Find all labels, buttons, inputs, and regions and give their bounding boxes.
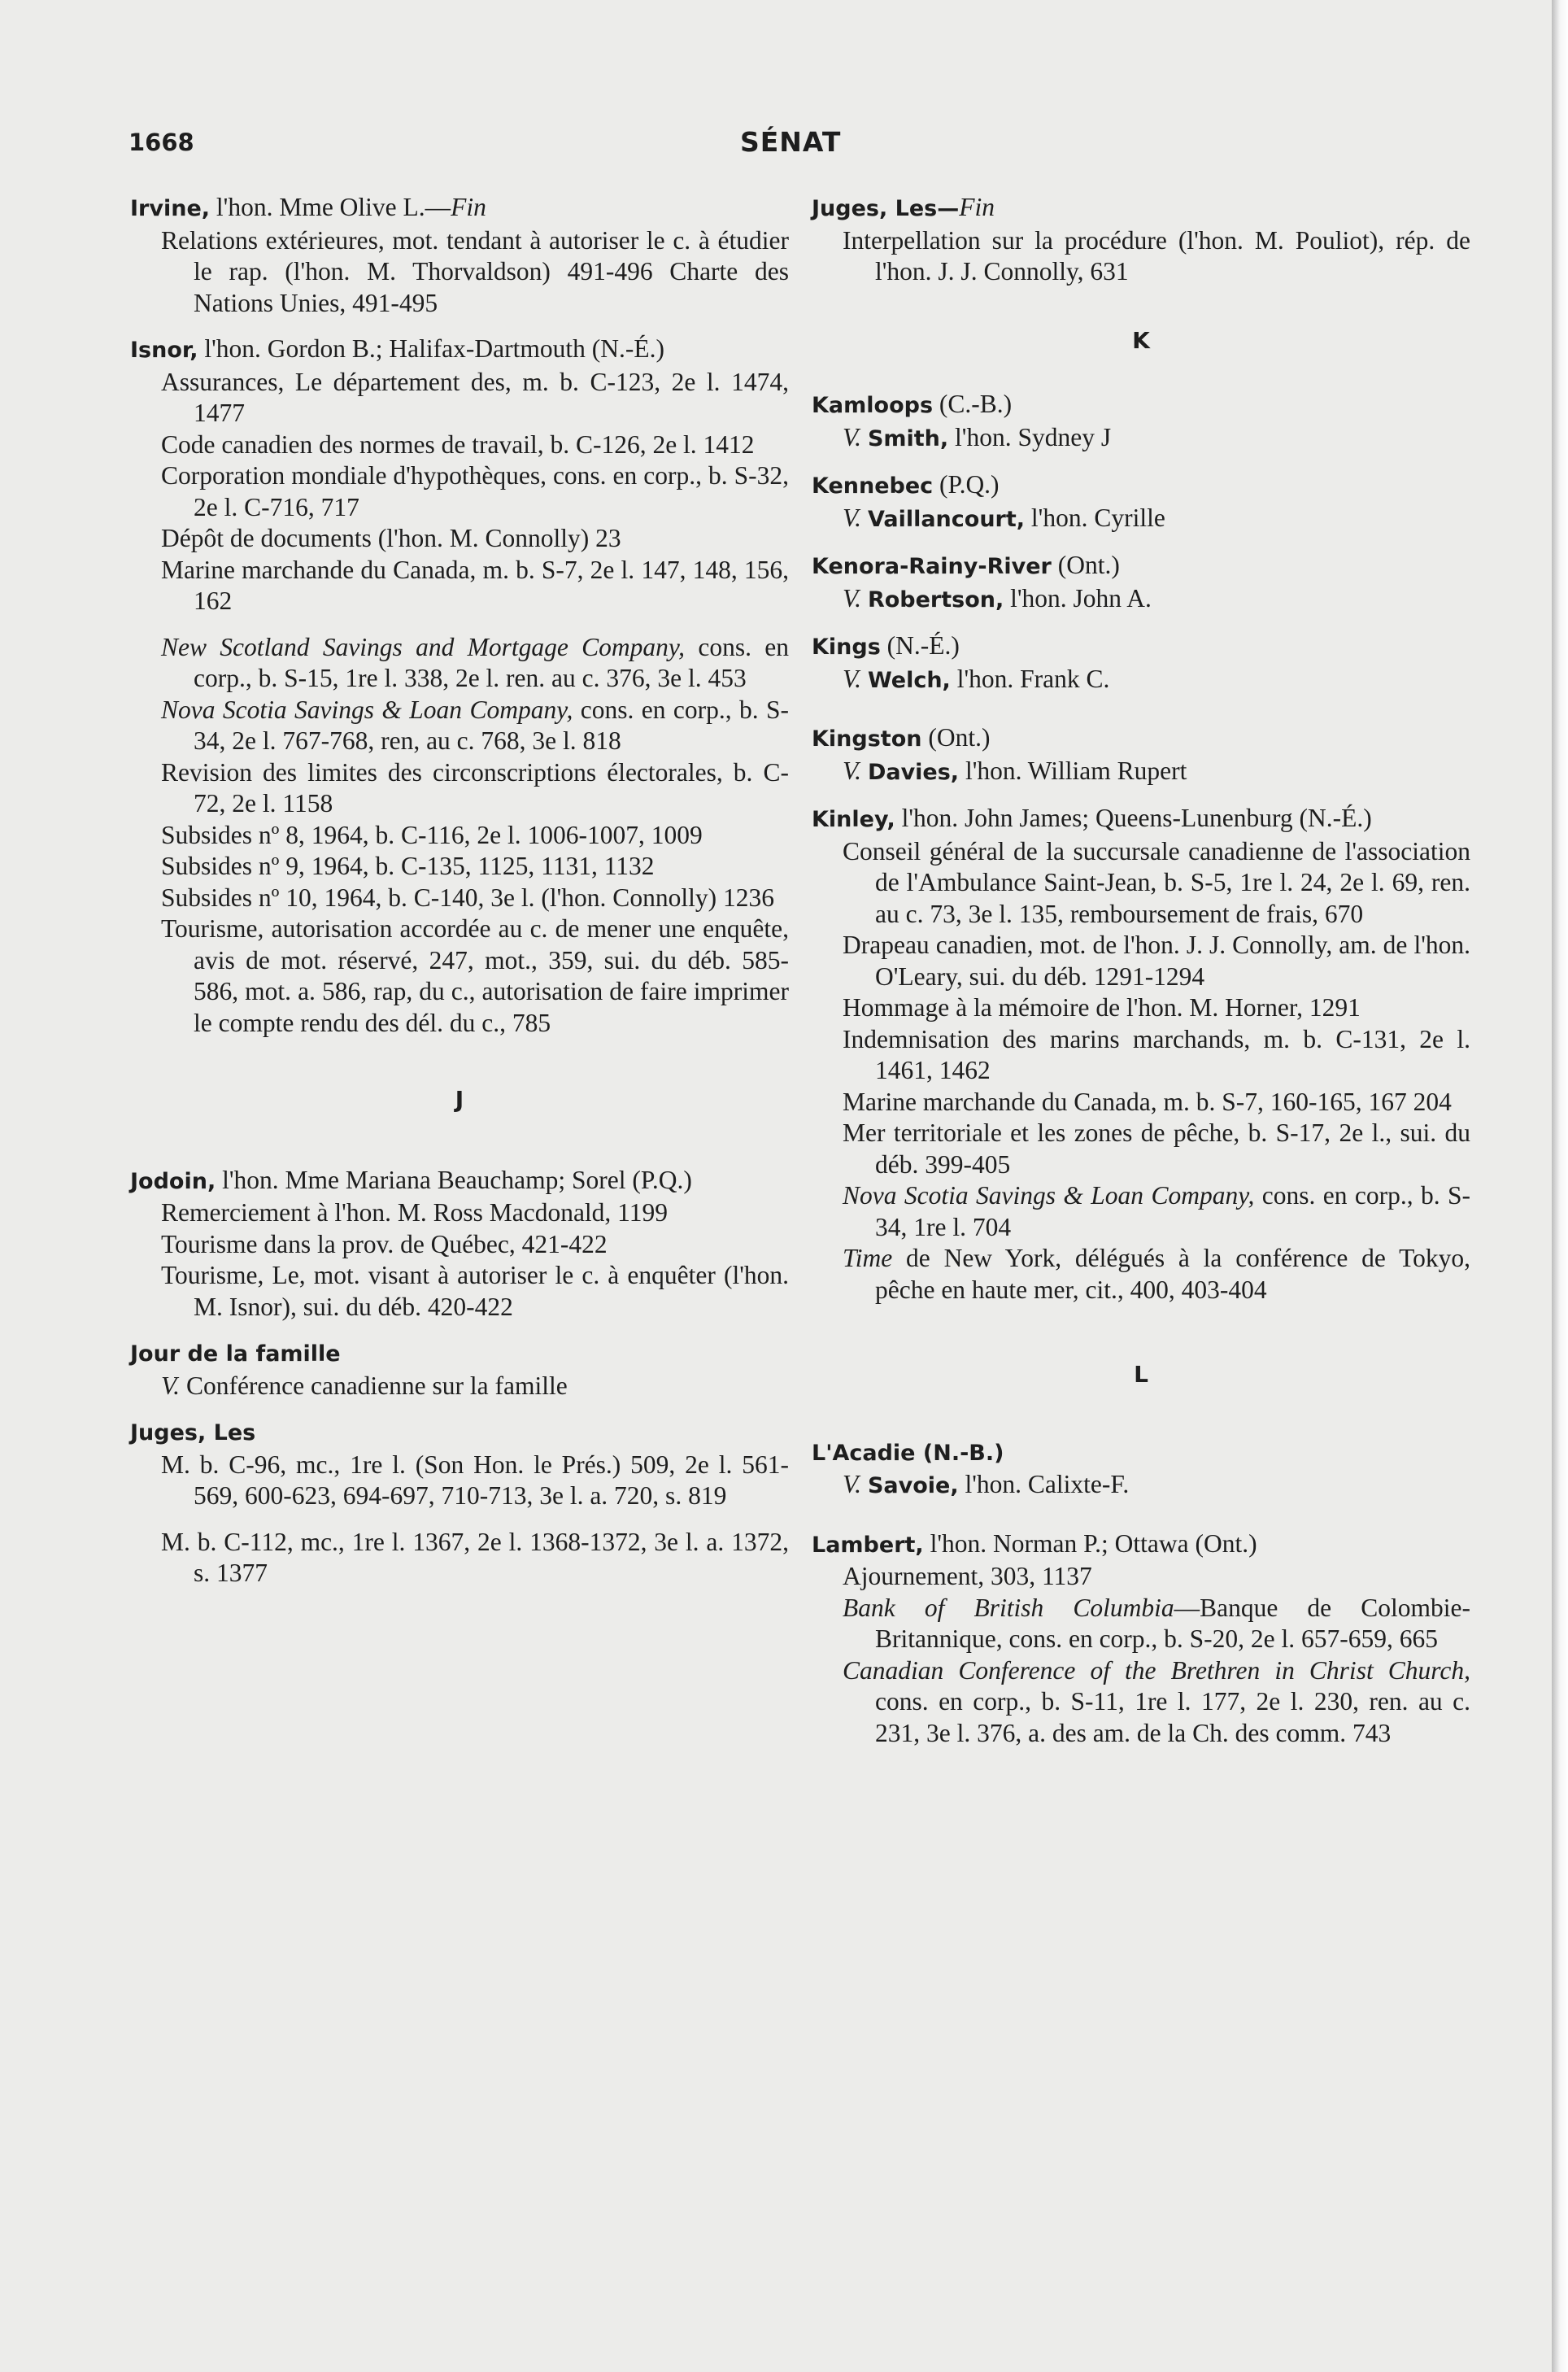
subentry: Corporation mondiale d'hypothèques, cons. en corp., b. S-32, 2e l. C-716, 717 (161, 461, 789, 521)
subentry: Conseil général de la succursale canadienne de l'association de l'Ambulance Saint-Jean, b. S-5, 1re l. 24, 2e l. 69, ren. au c. 73, 3e l. 135, remboursement de frais, 670 (843, 836, 1470, 928)
entry-juges (130, 1416, 789, 1589)
entry-jour-de-la-famille (130, 1337, 789, 1402)
entry-name: Lambert, (812, 1532, 924, 1558)
entry-heading (812, 389, 1470, 422)
entry-jodoin (130, 1165, 789, 1323)
cross-reference-detail: l'hon. Sydney J (948, 422, 1112, 451)
subentry (130, 632, 789, 695)
entry-heading (812, 1528, 1470, 1562)
entry-detail: (P.Q.) (933, 470, 1000, 499)
entry-juges-fin (812, 192, 1470, 288)
subentry: Tourisme dans la prov. de Québec, 421-422 (161, 1229, 608, 1258)
entry-name: Kamloops (812, 393, 934, 418)
subentry-detail: de New York, délégués à la conférence de Tokyo, pêche en haute mer, cit., 400, 403-404 (875, 1244, 1470, 1304)
entry-heading (130, 1416, 789, 1450)
entry-name: Kingston (812, 726, 922, 752)
see-marker: V. (843, 664, 862, 693)
cross-reference (812, 756, 1470, 789)
cross-reference-name: Smith, (867, 425, 949, 451)
subentry (130, 695, 789, 757)
section-letter-k: K (1132, 326, 1150, 354)
entry-name: Kennebec (812, 473, 934, 499)
entry-detail: l'hon. John James; Queens-Lunenburg (N.-É.) (895, 804, 1372, 832)
entry-kings (812, 630, 1470, 696)
see-marker: V. (843, 756, 862, 785)
subentry: Dépôt de documents (l'hon. M. Connolly) 23 (161, 524, 621, 552)
cross-reference-name: Welch, (867, 667, 951, 693)
subentry: Hommage à la mémoire de l'hon. M. Horner, 1291 (843, 993, 1361, 1022)
cross-reference-name: Savoie, (867, 1473, 959, 1498)
entry-lacadie (812, 1437, 1470, 1502)
entry-heading (130, 1165, 789, 1198)
entry-heading (812, 803, 1470, 836)
entry-detail: l'hon. Gordon B.; Halifax-Dartmouth (N.-É.) (198, 334, 664, 363)
entry-detail: l'hon. Norman P.; Ottawa (Ont.) (923, 1528, 1257, 1558)
subentry: Interpellation sur la procédure (l'hon. M. Pouliot), rép. de l'hon. J. J. Connolly, 631 (843, 225, 1470, 286)
entry-heading (812, 550, 1470, 583)
entry-name: Jodoin, (130, 1168, 216, 1194)
entry-heading (812, 192, 1470, 225)
entry-name: Juges, Les (130, 1420, 256, 1445)
subentry: Ajournement, 303, 1137 (843, 1562, 1092, 1590)
cross-reference-detail: l'hon. Frank C. (950, 664, 1110, 693)
cross-reference (812, 1469, 1470, 1502)
entry-heading (130, 1337, 789, 1371)
subentry: M. b. C-96, mc., 1re l. (Son Hon. le Prés.) 509, 2e l. 561-569, 600-623, 694-697, 710-713, 3e l. a. 720, s. 819 (161, 1450, 789, 1510)
entry-name: Juges, Les— (812, 196, 960, 221)
cross-reference-name: Davies, (867, 759, 960, 785)
publication-title: Nova Scotia Savings & Loan Company, (161, 695, 573, 724)
left-column (130, 192, 789, 1589)
see-marker: V. (843, 583, 862, 613)
subentry: Subsides nº 10, 1964, b. C-140, 3e l. (l'hon. Connolly) 1236 (161, 883, 774, 912)
publication-title: Bank of British Columbia (843, 1593, 1174, 1622)
cross-reference-detail: l'hon. John A. (1004, 583, 1152, 613)
subentry: Tourisme, Le, mot. visant à autoriser le c. à enquêter (l'hon. M. Isnor), sui. du déb. 420-422 (161, 1261, 789, 1321)
subentry: Subsides nº 9, 1964, b. C-135, 1125, 1131, 1132 (161, 852, 655, 880)
entry-name: L'Acadie (N.-B.) (812, 1440, 1004, 1466)
section-letter-l: L (1134, 1361, 1148, 1388)
cross-reference-target: Conférence canadienne sur la famille (180, 1371, 568, 1400)
subentry: Code canadien des normes de travail, b. C-126, 2e l. 1412 (161, 429, 755, 459)
page-number: 1668 (128, 129, 194, 156)
subentry: Remerciement à l'hon. M. Ross Macdonald, 1199 (161, 1198, 669, 1227)
entry-heading (812, 1437, 1470, 1470)
publication-title: Canadian Conference of the Brethren in Christ Church, (843, 1655, 1470, 1685)
entry-kingston (812, 722, 1470, 788)
cross-reference-detail: l'hon. William Rupert (959, 756, 1187, 785)
subentry (812, 1243, 1470, 1306)
entry-name: Kings (812, 634, 881, 660)
entry-name: Isnor, (130, 338, 198, 363)
see-marker: V. (843, 422, 862, 451)
subentry: Indemnisation des marins marchands, m. b. C-131, 2e l. 1461, 1462 (843, 1024, 1470, 1084)
cross-reference-detail: l'hon. Cyrille (1025, 503, 1165, 532)
cross-reference (812, 664, 1470, 697)
entry-isnor (130, 334, 789, 1039)
entry-detail: l'hon. Mme Olive L.— (210, 193, 451, 221)
continued-marker: Fin (959, 193, 995, 221)
subentry-detail: cons. en corp., b. S-11, 1re l. 177, 2e l. 230, ren. au c. 231, 3e l. 376, a. des am. de la Ch. des comm. 743 (875, 1687, 1470, 1747)
entry-irvine (130, 192, 789, 319)
subentry (812, 1655, 1470, 1750)
subentry: Assurances, Le département des, m. b. C-123, 2e l. 1474, 1477 (161, 367, 789, 427)
subentry: M. b. C-112, mc., 1re l. 1367, 2e l. 1368-1372, 3e l. a. 1372, s. 1377 (161, 1527, 789, 1587)
see-marker: V. (843, 1470, 862, 1498)
cross-reference-name: Robertson, (867, 586, 1004, 613)
subentry: Marine marchande du Canada, m. b. S-7, 2e l. 147, 148, 156, 162 (161, 555, 789, 615)
section-letter-j: J (455, 1086, 464, 1113)
running-head: SÉNAT (740, 126, 842, 158)
continued-marker: Fin (451, 193, 486, 221)
entry-detail: (Ont.) (921, 723, 991, 752)
subentry: Marine marchande du Canada, m. b. S-7, 160-165, 167 204 (843, 1087, 1452, 1116)
subentry: Relations extérieures, mot. tendant à autoriser le c. à étudier le rap. (l'hon. M. Thorvaldson) 491-496 Charte des Nations Unies, 491-495 (161, 225, 789, 317)
subentry-detail: cons. en corp., b. S-15, 1re l. 338, 2e l. ren. au c. 376, 3e l. 453 (194, 632, 789, 692)
subentry: Tourisme, autorisation accordée au c. de mener une enquête, avis de mot. réservé, 247, mot., 359, sui. du déb. 585-586, mot. a. 586, rap, du c., autorisation de faire imprimer le compte rendu des dél. du c., 785 (161, 914, 789, 1037)
entry-heading (812, 630, 1470, 664)
cross-reference (130, 1371, 789, 1402)
entry-heading (130, 334, 789, 367)
see-marker: V. (843, 503, 862, 532)
entry-kennebec (812, 469, 1470, 535)
subentry-detail: —Banque de Colombie-Britannique, cons. en corp., b. S-20, 2e l. 657-659, 665 (875, 1593, 1470, 1653)
entry-detail: l'hon. Mme Mariana Beauchamp; Sorel (P.Q.) (216, 1165, 692, 1194)
entry-kenora-rainy-river (812, 550, 1470, 616)
see-marker: V. (161, 1371, 181, 1400)
entry-name: Jour de la famille (130, 1341, 341, 1367)
publication-title: Nova Scotia Savings & Loan Company, (843, 1181, 1255, 1210)
entry-heading (130, 192, 789, 225)
subentry (812, 1593, 1470, 1655)
entry-detail: (N.-É.) (880, 631, 960, 660)
page-edge (1552, 0, 1568, 2372)
subentry: Revision des limites des circonscriptions électorales, b. C-72, 2e l. 1158 (161, 757, 789, 818)
entry-lambert (812, 1528, 1470, 1750)
subentry: Drapeau canadien, mot. de l'hon. J. J. Connolly, am. de l'hon. O'Leary, sui. du déb. 1291-1294 (843, 931, 1470, 991)
entry-detail: (C.-B.) (933, 390, 1013, 418)
subentry: Subsides nº 8, 1964, b. C-116, 2e l. 1006-1007, 1009 (161, 820, 703, 849)
right-column (812, 192, 1470, 1749)
entry-detail: (Ont.) (1051, 551, 1120, 579)
subentry: Mer territoriale et les zones de pêche, b. S-17, 2e l., sui. du déb. 399-405 (843, 1118, 1470, 1179)
subentry (812, 1180, 1470, 1243)
entry-name: Kinley, (812, 807, 895, 832)
cross-reference-name: Vaillancourt, (867, 506, 1026, 532)
entry-heading (812, 469, 1470, 503)
cross-reference (812, 422, 1470, 456)
subentry-detail: cons. en corp., b. S-34, 2e l. 767-768, ren, au c. 768, 3e l. 818 (194, 695, 789, 755)
publication-title: Time (843, 1244, 893, 1272)
cross-reference (812, 583, 1470, 617)
publication-title: New Scotland Savings and Mortgage Company, (161, 632, 686, 661)
cross-reference-detail: l'hon. Calixte-F. (958, 1470, 1130, 1498)
entry-heading (812, 722, 1470, 756)
entry-kinley (812, 803, 1470, 1306)
entry-name: Irvine, (130, 196, 211, 221)
cross-reference (812, 503, 1470, 536)
entry-kamloops (812, 389, 1470, 455)
subentry-detail: cons. en corp., b. S-34, 1re l. 704 (875, 1181, 1470, 1241)
entry-name: Kenora-Rainy-River (812, 554, 1052, 579)
